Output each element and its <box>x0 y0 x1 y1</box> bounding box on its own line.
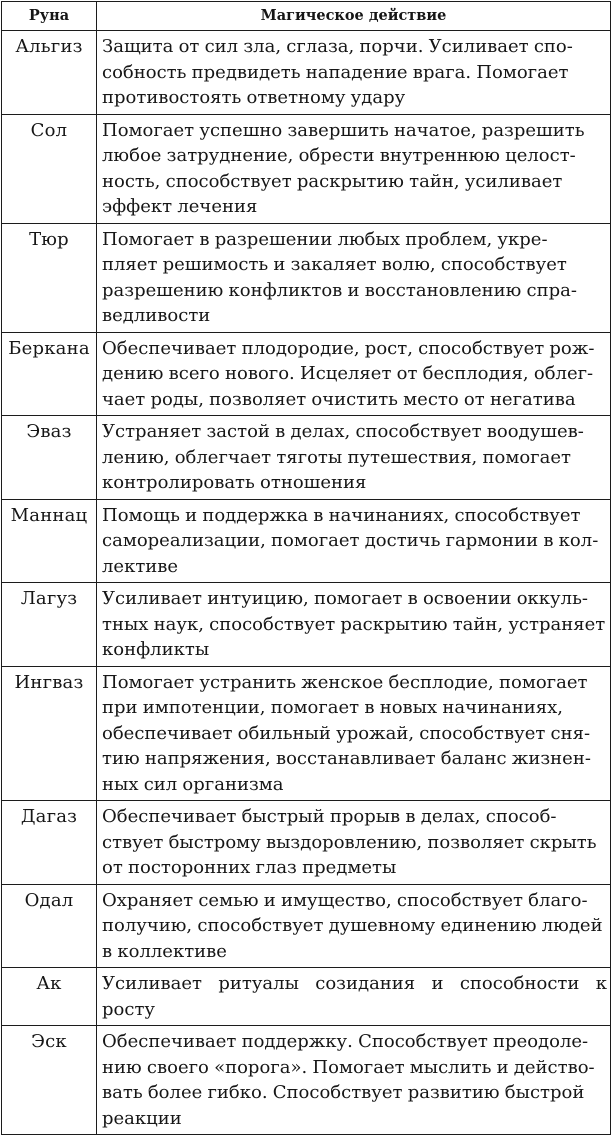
table-row <box>2 31 611 115</box>
action-line: Усиливает ритуалы созидания и способности к росту <box>102 973 607 1020</box>
runes-table <box>1 1 611 1135</box>
table-row <box>2 884 611 968</box>
table-row <box>2 1026 611 1135</box>
action-line: в коллективе <box>102 940 227 962</box>
action-line: Охраняет семью и имущество, способствует благо- <box>102 889 588 911</box>
action-line: ность, способствует раскрытию тайн, усиливает <box>102 170 563 192</box>
action-line: ведливости <box>102 305 211 326</box>
rune-name: Лагуз <box>2 583 97 667</box>
action-line: Обеспечивает плодородие, рост, способствует рож- <box>102 337 595 359</box>
action-line: Обеспечивает быстрый прорыв в делах, способ- <box>102 806 557 827</box>
action-line: дению всего нового. Исцеляет от бесплодия, облег- <box>102 363 594 384</box>
rune-name: Эск <box>2 1026 97 1135</box>
table-row <box>2 332 611 416</box>
header-rune: Руна <box>2 2 97 31</box>
magic-action <box>97 968 611 1026</box>
table-row <box>2 223 611 332</box>
action-line: лективе <box>102 555 179 577</box>
action-line: ствует быстрому выздоровлению, позволяет скрыть <box>102 831 597 853</box>
table-row <box>2 666 611 801</box>
magic-action <box>97 416 611 500</box>
action-line: конфликты <box>102 639 210 660</box>
action-line: от посторонних глаз предметы <box>102 857 397 878</box>
table-row <box>2 583 611 667</box>
rune-name: Сол <box>2 114 97 223</box>
header-action: Магическое действие <box>97 2 611 31</box>
header-row <box>2 2 611 31</box>
action-line: тных наук, способствует раскрытию тайн, устраняет <box>102 613 606 635</box>
magic-action <box>97 31 611 115</box>
table-row <box>2 499 611 583</box>
action-line: лению, облегчает тяготы путешествия, помогает <box>102 446 571 468</box>
action-line: Устраняет застой в делах, способствует воодушев- <box>102 421 584 442</box>
action-line: Защита от сил зла, сглаза, порчи. Усиливает спо- <box>102 36 573 57</box>
action-line: собность предвидеть нападение врага. Помогает <box>102 61 569 83</box>
magic-action <box>97 884 611 968</box>
rune-name: Одал <box>2 884 97 968</box>
table-row <box>2 801 611 885</box>
action-line: тию напряжения, восстанавливает баланс жизнен- <box>102 748 591 769</box>
action-line: вать более гибко. Способствует развитию быстрой <box>102 1082 585 1103</box>
action-line: разрешению конфликтов и восстановлению спра- <box>102 279 577 301</box>
table-row <box>2 968 611 1026</box>
action-line: эффект лечения <box>102 196 258 217</box>
rune-name: Ак <box>2 968 97 1026</box>
action-line: Помогает успешно завершить начатое, разрешить <box>102 119 585 141</box>
table-header <box>2 2 611 31</box>
rune-name: Дагаз <box>2 801 97 885</box>
action-line: Усиливает интуицию, помогает в освоении оккуль- <box>102 588 588 609</box>
action-line: противостоять ответному удару <box>102 87 406 108</box>
action-line: самореализации, помогает достичь гармонии в кол- <box>102 530 599 551</box>
rune-name: Тюр <box>2 223 97 332</box>
action-line: пляет решимость и закаляет волю, способствует <box>102 254 567 275</box>
action-line: получию, способствует душевному единению людей <box>102 915 603 936</box>
table-row <box>2 416 611 500</box>
magic-action <box>97 583 611 667</box>
rune-name: Беркана <box>2 332 97 416</box>
action-line: ных сил организма <box>102 773 284 795</box>
magic-action <box>97 801 611 885</box>
rune-name: Маннац <box>2 499 97 583</box>
magic-action <box>97 666 611 801</box>
table-body <box>2 31 611 1135</box>
action-line: контролировать отношения <box>102 472 367 493</box>
magic-action <box>97 114 611 223</box>
rune-name: Альгиз <box>2 31 97 115</box>
magic-action <box>97 223 611 332</box>
rune-name: Эваз <box>2 416 97 500</box>
action-line: Обеспечивает поддержку. Способствует преодоле- <box>102 1031 589 1052</box>
action-line: чает роды, позволяет очистить место от негатива <box>102 388 576 410</box>
action-line: обеспечивает обильный урожай, способствует сня- <box>102 722 591 744</box>
action-line: нию своего «порога». Помогает мыслить и действо- <box>102 1056 595 1078</box>
rune-name: Ингваз <box>2 666 97 801</box>
magic-action <box>97 499 611 583</box>
action-line: любое затруднение, обрести внутреннюю целост- <box>102 145 576 166</box>
magic-action <box>97 332 611 416</box>
magic-action <box>97 1026 611 1135</box>
action-line: реакции <box>102 1107 182 1129</box>
table-row <box>2 114 611 223</box>
action-line: Помощь и поддержка в начинаниях, способствует <box>102 504 581 526</box>
action-line: Помогает в разрешении любых проблем, укре- <box>102 228 548 250</box>
action-line: Помогает устранить женское бесплодие, помогает <box>102 671 588 693</box>
action-line: при импотенции, помогает в новых начинаниях, <box>102 697 563 718</box>
